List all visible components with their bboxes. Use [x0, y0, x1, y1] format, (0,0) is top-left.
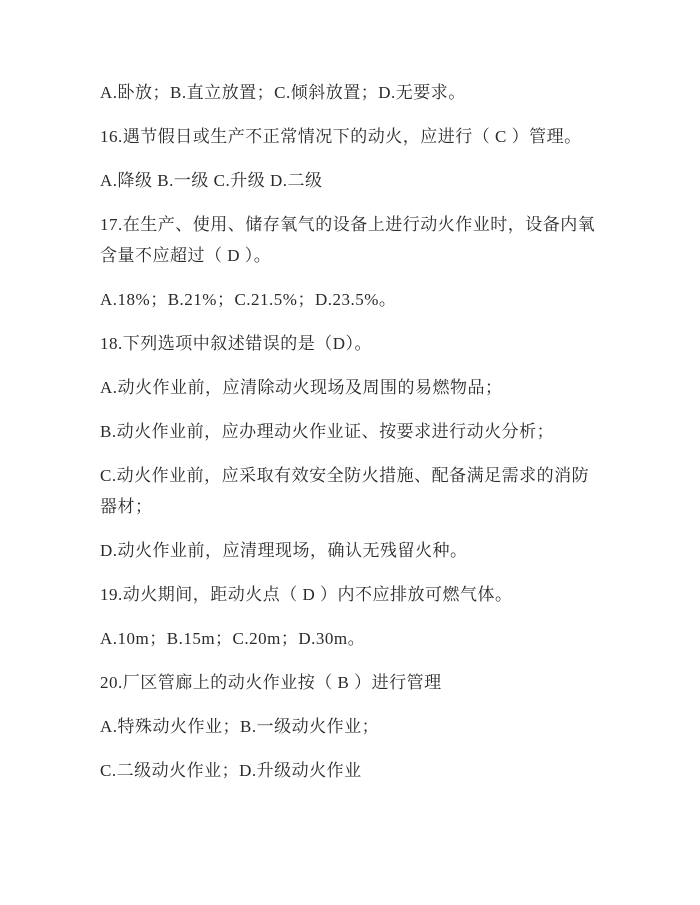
- document-line: 器材；: [100, 497, 153, 516]
- document-line: 19.动火期间，距动火点（ D ）内不应排放可燃气体。: [100, 585, 513, 604]
- document-line: A.降级 B.一级 C.升级 D.二级: [100, 171, 323, 190]
- document-line: A.18%；B.21%；C.21.5%；D.23.5%。: [100, 290, 397, 309]
- question-20: [100, 667, 610, 698]
- answer-option-q18-c: [100, 460, 610, 522]
- document-line: 18.下列选项中叙述错误的是（D）。: [100, 334, 373, 353]
- document-line: 含量不应超过（ D ）。: [100, 246, 272, 265]
- document-line: A.动火作业前，应清除动火现场及周围的易燃物品；: [100, 378, 503, 397]
- document-line: 17.在生产、使用、储存氧气的设备上进行动火作业时，设备内氧: [100, 215, 596, 234]
- document-line: A.卧放；B.直立放置；C.倾斜放置；D.无要求。: [100, 83, 466, 102]
- question-17: [100, 209, 610, 271]
- answer-options-q16: [100, 165, 610, 196]
- answer-options-q19: [100, 623, 610, 654]
- answer-options-q20-ab: [100, 711, 610, 742]
- answer-option-q18-b: [100, 416, 610, 447]
- question-18: [100, 328, 610, 359]
- answer-options-q17: [100, 284, 610, 315]
- answer-option-q18-a: [100, 372, 610, 403]
- answer-options-q20-cd: [100, 755, 610, 786]
- question-19: [100, 579, 610, 610]
- document-line: 20.厂区管廊上的动火作业按（ B ）进行管理: [100, 673, 442, 692]
- document-line: D.动火作业前，应清理现场，确认无残留火种。: [100, 541, 468, 560]
- document-content: [100, 77, 610, 799]
- question-16: [100, 121, 610, 152]
- document-line: A.特殊动火作业；B.一级动火作业；: [100, 717, 380, 736]
- document-line: C.二级动火作业；D.升级动火作业: [100, 761, 362, 780]
- document-line: C.动火作业前，应采取有效安全防火措施、配备满足需求的消防: [100, 466, 590, 485]
- document-line: B.动火作业前，应办理动火作业证、按要求进行动火分析；: [100, 422, 555, 441]
- answer-options-q15: [100, 77, 610, 108]
- document-line: 16.遇节假日或生产不正常情况下的动火，应进行（ C ）管理。: [100, 127, 582, 146]
- answer-option-q18-d: [100, 535, 610, 566]
- document-line: A.10m；B.15m；C.20m；D.30m。: [100, 629, 366, 648]
